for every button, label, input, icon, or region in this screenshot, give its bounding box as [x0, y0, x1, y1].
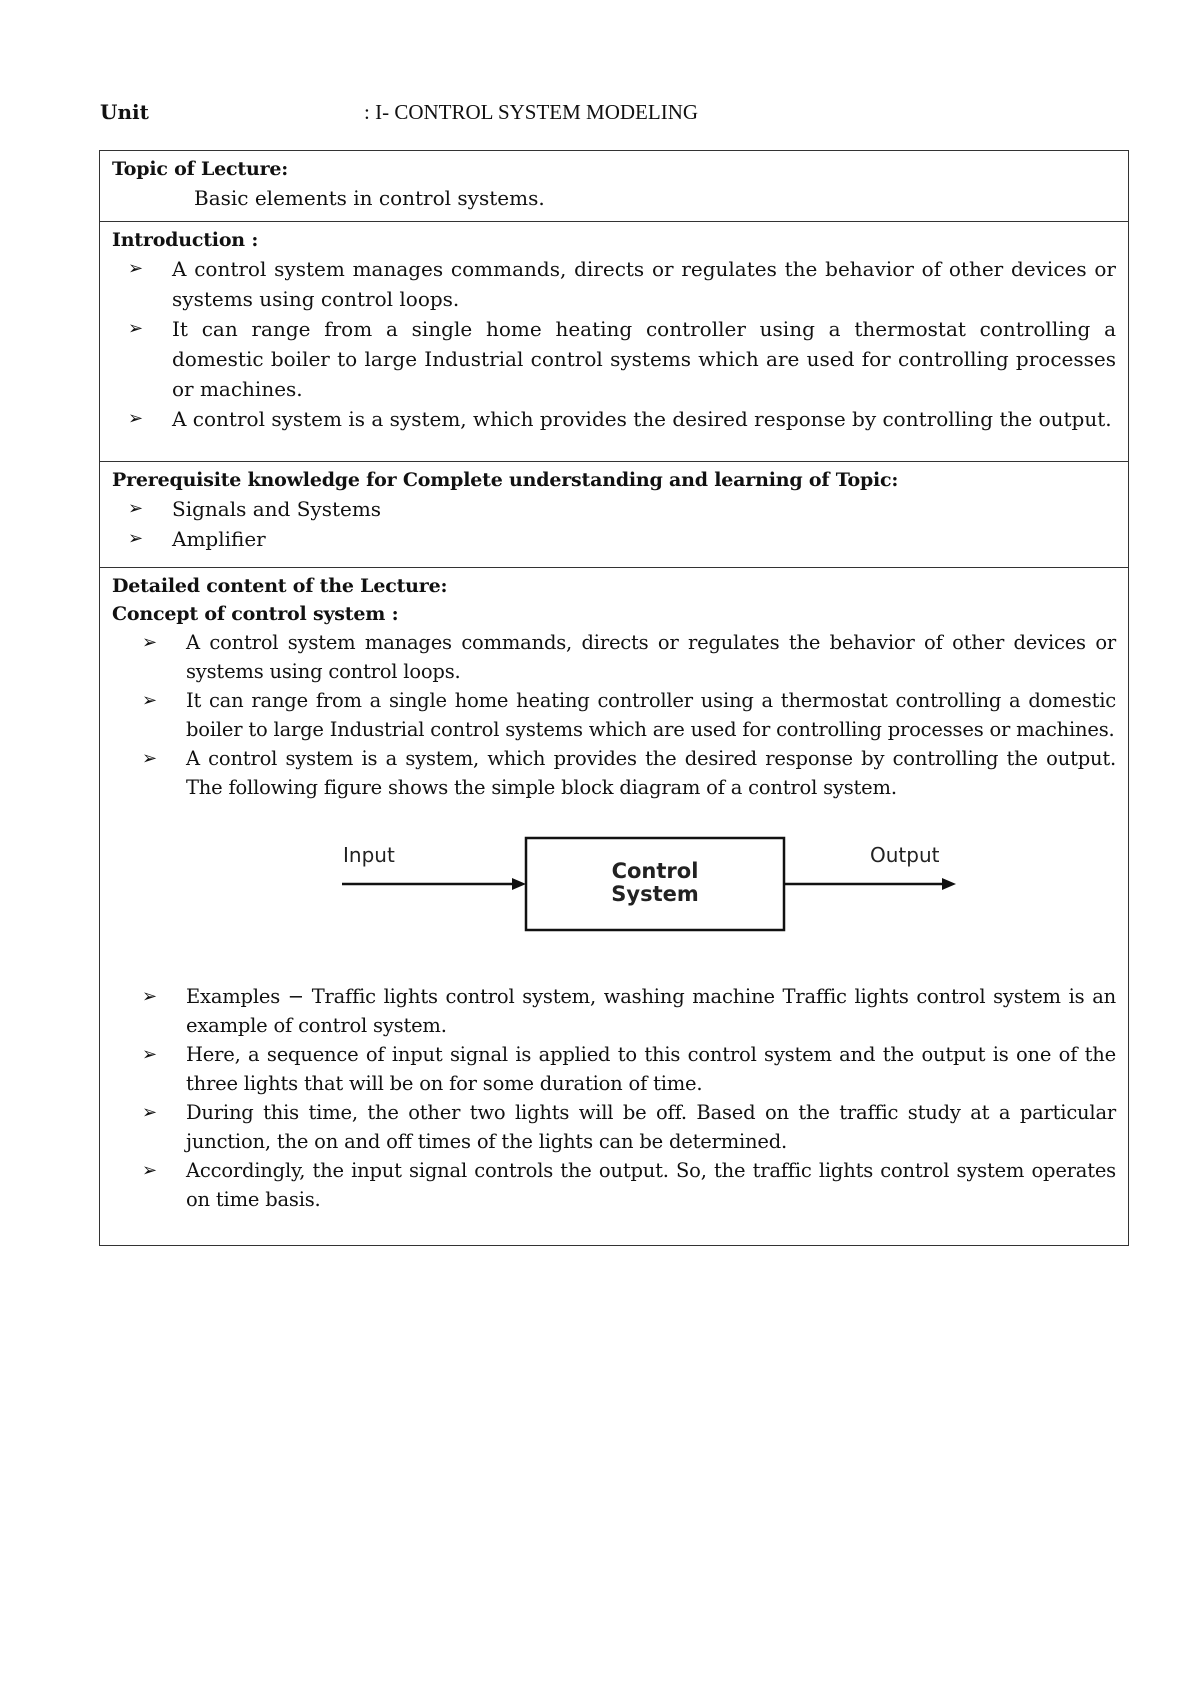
list-item-text: Signals and Systems — [172, 497, 382, 521]
list-item — [112, 628, 1116, 686]
list-item — [112, 1098, 1116, 1156]
prerequisite-list — [112, 494, 1116, 554]
list-item-text: Here, a sequence of input signal is applied to this control system and the output is one of the three lights that will be on for some duration of time. — [186, 1043, 1116, 1095]
arrow-bullet-icon: ➢ — [128, 408, 144, 429]
arrow-bullet-icon: ➢ — [142, 748, 157, 769]
arrow-bullet-icon: ➢ — [142, 690, 157, 711]
list-item-text: A control system manages commands, directs or regulates the behavior of other devices or systems using control loops. — [172, 257, 1116, 311]
unit-label: Unit — [100, 100, 149, 124]
detailed-list-before — [112, 628, 1116, 802]
list-item-text: It can range from a single home heating controller using a thermostat controlling a domestic boiler to large Industrial control systems which are used for controlling processes or machines. — [172, 317, 1116, 401]
introduction-list — [112, 254, 1116, 434]
arrow-bullet-icon: ➢ — [128, 498, 144, 519]
prerequisite-cell — [100, 461, 1128, 567]
introduction-heading: Introduction : — [112, 229, 259, 251]
list-item — [112, 314, 1116, 404]
list-item-text: Accordingly, the input signal controls the output. So, the traffic lights control system operates on time basis. — [186, 1159, 1116, 1211]
arrow-bullet-icon: ➢ — [128, 318, 144, 339]
block-diagram — [112, 810, 1116, 970]
prerequisite-heading: Prerequisite knowledge for Complete understanding and learning of Topic: — [112, 469, 899, 491]
list-item — [112, 524, 1116, 554]
list-item-text: Examples − Traffic lights control system, washing machine Traffic lights control system is an example of control system. — [186, 985, 1116, 1037]
unit-line — [100, 100, 1100, 130]
diagram-input-label: Input — [343, 843, 395, 867]
arrow-bullet-icon: ➢ — [128, 258, 144, 279]
arrow-bullet-icon: ➢ — [142, 632, 157, 653]
list-item-text: During this time, the other two lights will be off. Based on the traffic study at a particular junction, the on and off times of the lights can be determined. — [186, 1101, 1116, 1153]
list-item — [112, 404, 1116, 434]
arrow-bullet-icon: ➢ — [128, 528, 144, 549]
list-item — [112, 254, 1116, 314]
output-arrowhead-icon — [942, 878, 956, 890]
arrow-bullet-icon: ➢ — [142, 1160, 157, 1181]
detailed-content-cell — [100, 567, 1128, 1245]
detailed-list-after — [112, 982, 1116, 1214]
list-item — [112, 686, 1116, 744]
block-diagram-svg — [112, 810, 1116, 970]
detailed-heading: Detailed content of the Lecture: — [112, 575, 448, 597]
topic-heading: Topic of Lecture: — [112, 158, 289, 180]
list-item — [112, 982, 1116, 1040]
list-item — [112, 494, 1116, 524]
arrow-bullet-icon: ➢ — [142, 1044, 157, 1065]
diagram-box-label-line2: System — [611, 882, 699, 906]
arrow-bullet-icon: ➢ — [142, 1102, 157, 1123]
diagram-output-label: Output — [870, 843, 940, 867]
list-item-text: A control system manages commands, directs or regulates the behavior of other devices or systems using control loops. — [186, 631, 1116, 683]
topic-text: Basic elements in control systems. — [194, 186, 545, 210]
list-item — [112, 744, 1116, 802]
list-item-text: Amplifier — [172, 527, 266, 551]
list-item-text: It can range from a single home heating controller using a thermostat controlling a domestic boiler to large Industrial control systems which are used for controlling processes or machines. — [186, 689, 1116, 741]
input-arrowhead-icon — [512, 878, 526, 890]
introduction-cell — [100, 221, 1128, 461]
list-item-text: A control system is a system, which provides the desired response by controlling the output. — [172, 407, 1112, 431]
unit-title: : I- CONTROL SYSTEM MODELING — [364, 100, 699, 124]
list-item — [112, 1040, 1116, 1098]
arrow-bullet-icon: ➢ — [142, 986, 157, 1007]
topic-cell — [100, 151, 1128, 221]
list-item-text: A control system is a system, which provides the desired response by controlling the output. The following figure shows the simple block diagram of a control system. — [186, 747, 1116, 799]
diagram-box-label-line1: Control — [611, 859, 699, 883]
concept-subheading: Concept of control system : — [112, 603, 399, 625]
lecture-table — [99, 150, 1129, 1246]
list-item — [112, 1156, 1116, 1214]
